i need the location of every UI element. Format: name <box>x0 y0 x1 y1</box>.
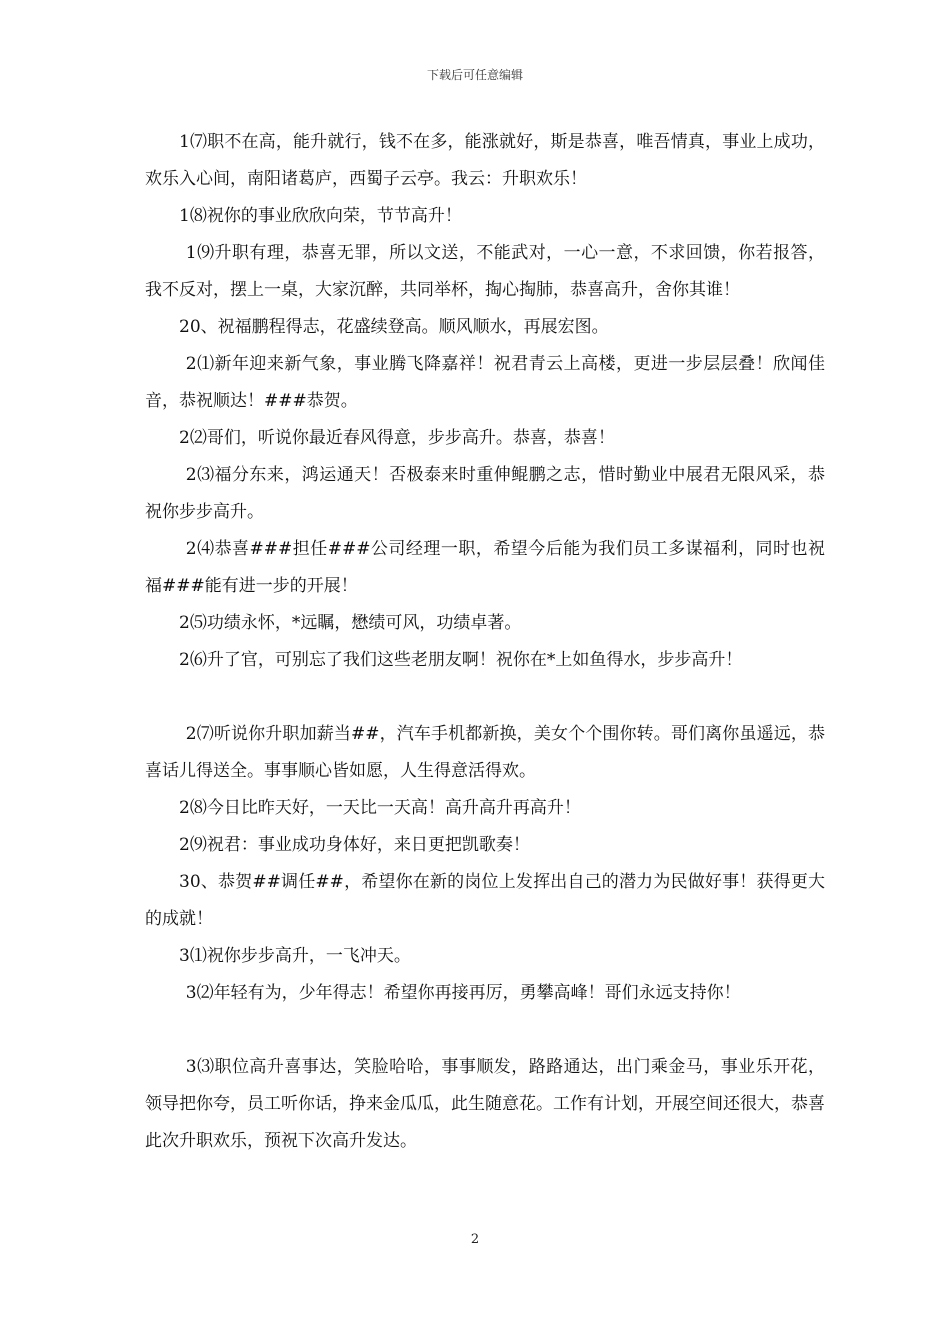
paragraph-22: 2⑵哥们，听说你最近春风得意，步步高升。恭喜，恭喜！ <box>179 428 615 448</box>
document-body <box>145 124 825 1160</box>
blank-line <box>145 1012 825 1049</box>
paragraph-29: 2⑼祝君：事业成功身体好，来日更把凯歌奏！ <box>179 835 530 855</box>
page-header: 下载后可任意编辑 <box>426 68 523 82</box>
paragraph-19: 1⑼升职有理，恭喜无罪，所以文送，不能武对，一心一意，不求回馈，你若报答，我不反对，摆上一桌，大家沉醉，共同举杯，掏心掏肺，恭喜高升，舍你其谁！ <box>145 243 825 300</box>
page-number: 2 <box>470 1232 480 1247</box>
paragraph-18: 1⑻祝你的事业欣欣向荣，节节高升！ <box>179 206 462 226</box>
paragraph-27: 2⑺听说你升职加薪当##，汽车手机都新换，美女个个围你转。哥们离你虽遥远，恭喜话儿得送全。事事顺心皆如愿，人生得意活得欢。 <box>145 724 825 781</box>
paragraph-21: 2⑴新年迎来新气象，事业腾飞降嘉祥！祝君青云上高楼，更进一步层层叠！欣闻佳音，恭祝顺达！###恭贺。 <box>145 354 825 411</box>
paragraph-24: 2⑷恭喜###担任###公司经理一职，希望今后能为我们员工多谋福利，同时也祝福###能有进一步的开展！ <box>145 539 825 596</box>
paragraph-28: 2⑻今日比昨天好，一天比一天高！高升高升再高升！ <box>179 798 581 818</box>
paragraph-20: 20、祝福鹏程得志，花盛续登高。顺风顺水，再展宏图。 <box>179 317 609 337</box>
blank-line <box>145 679 825 716</box>
paragraph-17: 1⑺职不在高，能升就行，钱不在多，能涨就好，斯是恭喜，唯吾情真，事业上成功，欢乐入心间，南阳诸葛庐，西蜀子云亭。我云：升职欢乐！ <box>145 132 825 189</box>
paragraph-31: 3⑴祝你步步高升，一飞冲天。 <box>179 946 411 966</box>
paragraph-23: 2⑶福分东来，鸿运通天！否极泰来时重伸鲲鹏之志，惜时勤业中展君无限风采，恭祝你步步高升。 <box>145 465 825 522</box>
paragraph-25: 2⑸功绩永怀，*远瞩，懋绩可风，功绩卓著。 <box>179 613 522 633</box>
paragraph-33: 3⑶职位高升喜事达，笑脸哈哈，事事顺发，路路通达，出门乘金马，事业乐开花，领导把你夸，员工听你话，挣来金瓜瓜，此生随意花。工作有计划，开展空间还很大，恭喜此次升职欢乐，预祝下次高升发达。 <box>145 1057 825 1151</box>
paragraph-26: 2⑹升了官，可别忘了我们这些老朋友啊！祝你在*上如鱼得水，步步高升！ <box>179 650 743 670</box>
paragraph-32: 3⑵年轻有为，少年得志！希望你再接再厉，勇攀高峰！哥们永远支持你！ <box>185 983 741 1003</box>
paragraph-30: 30、恭贺##调任##，希望你在新的岗位上发挥出自己的潜力为民做好事！获得更大的成就！ <box>145 872 825 929</box>
